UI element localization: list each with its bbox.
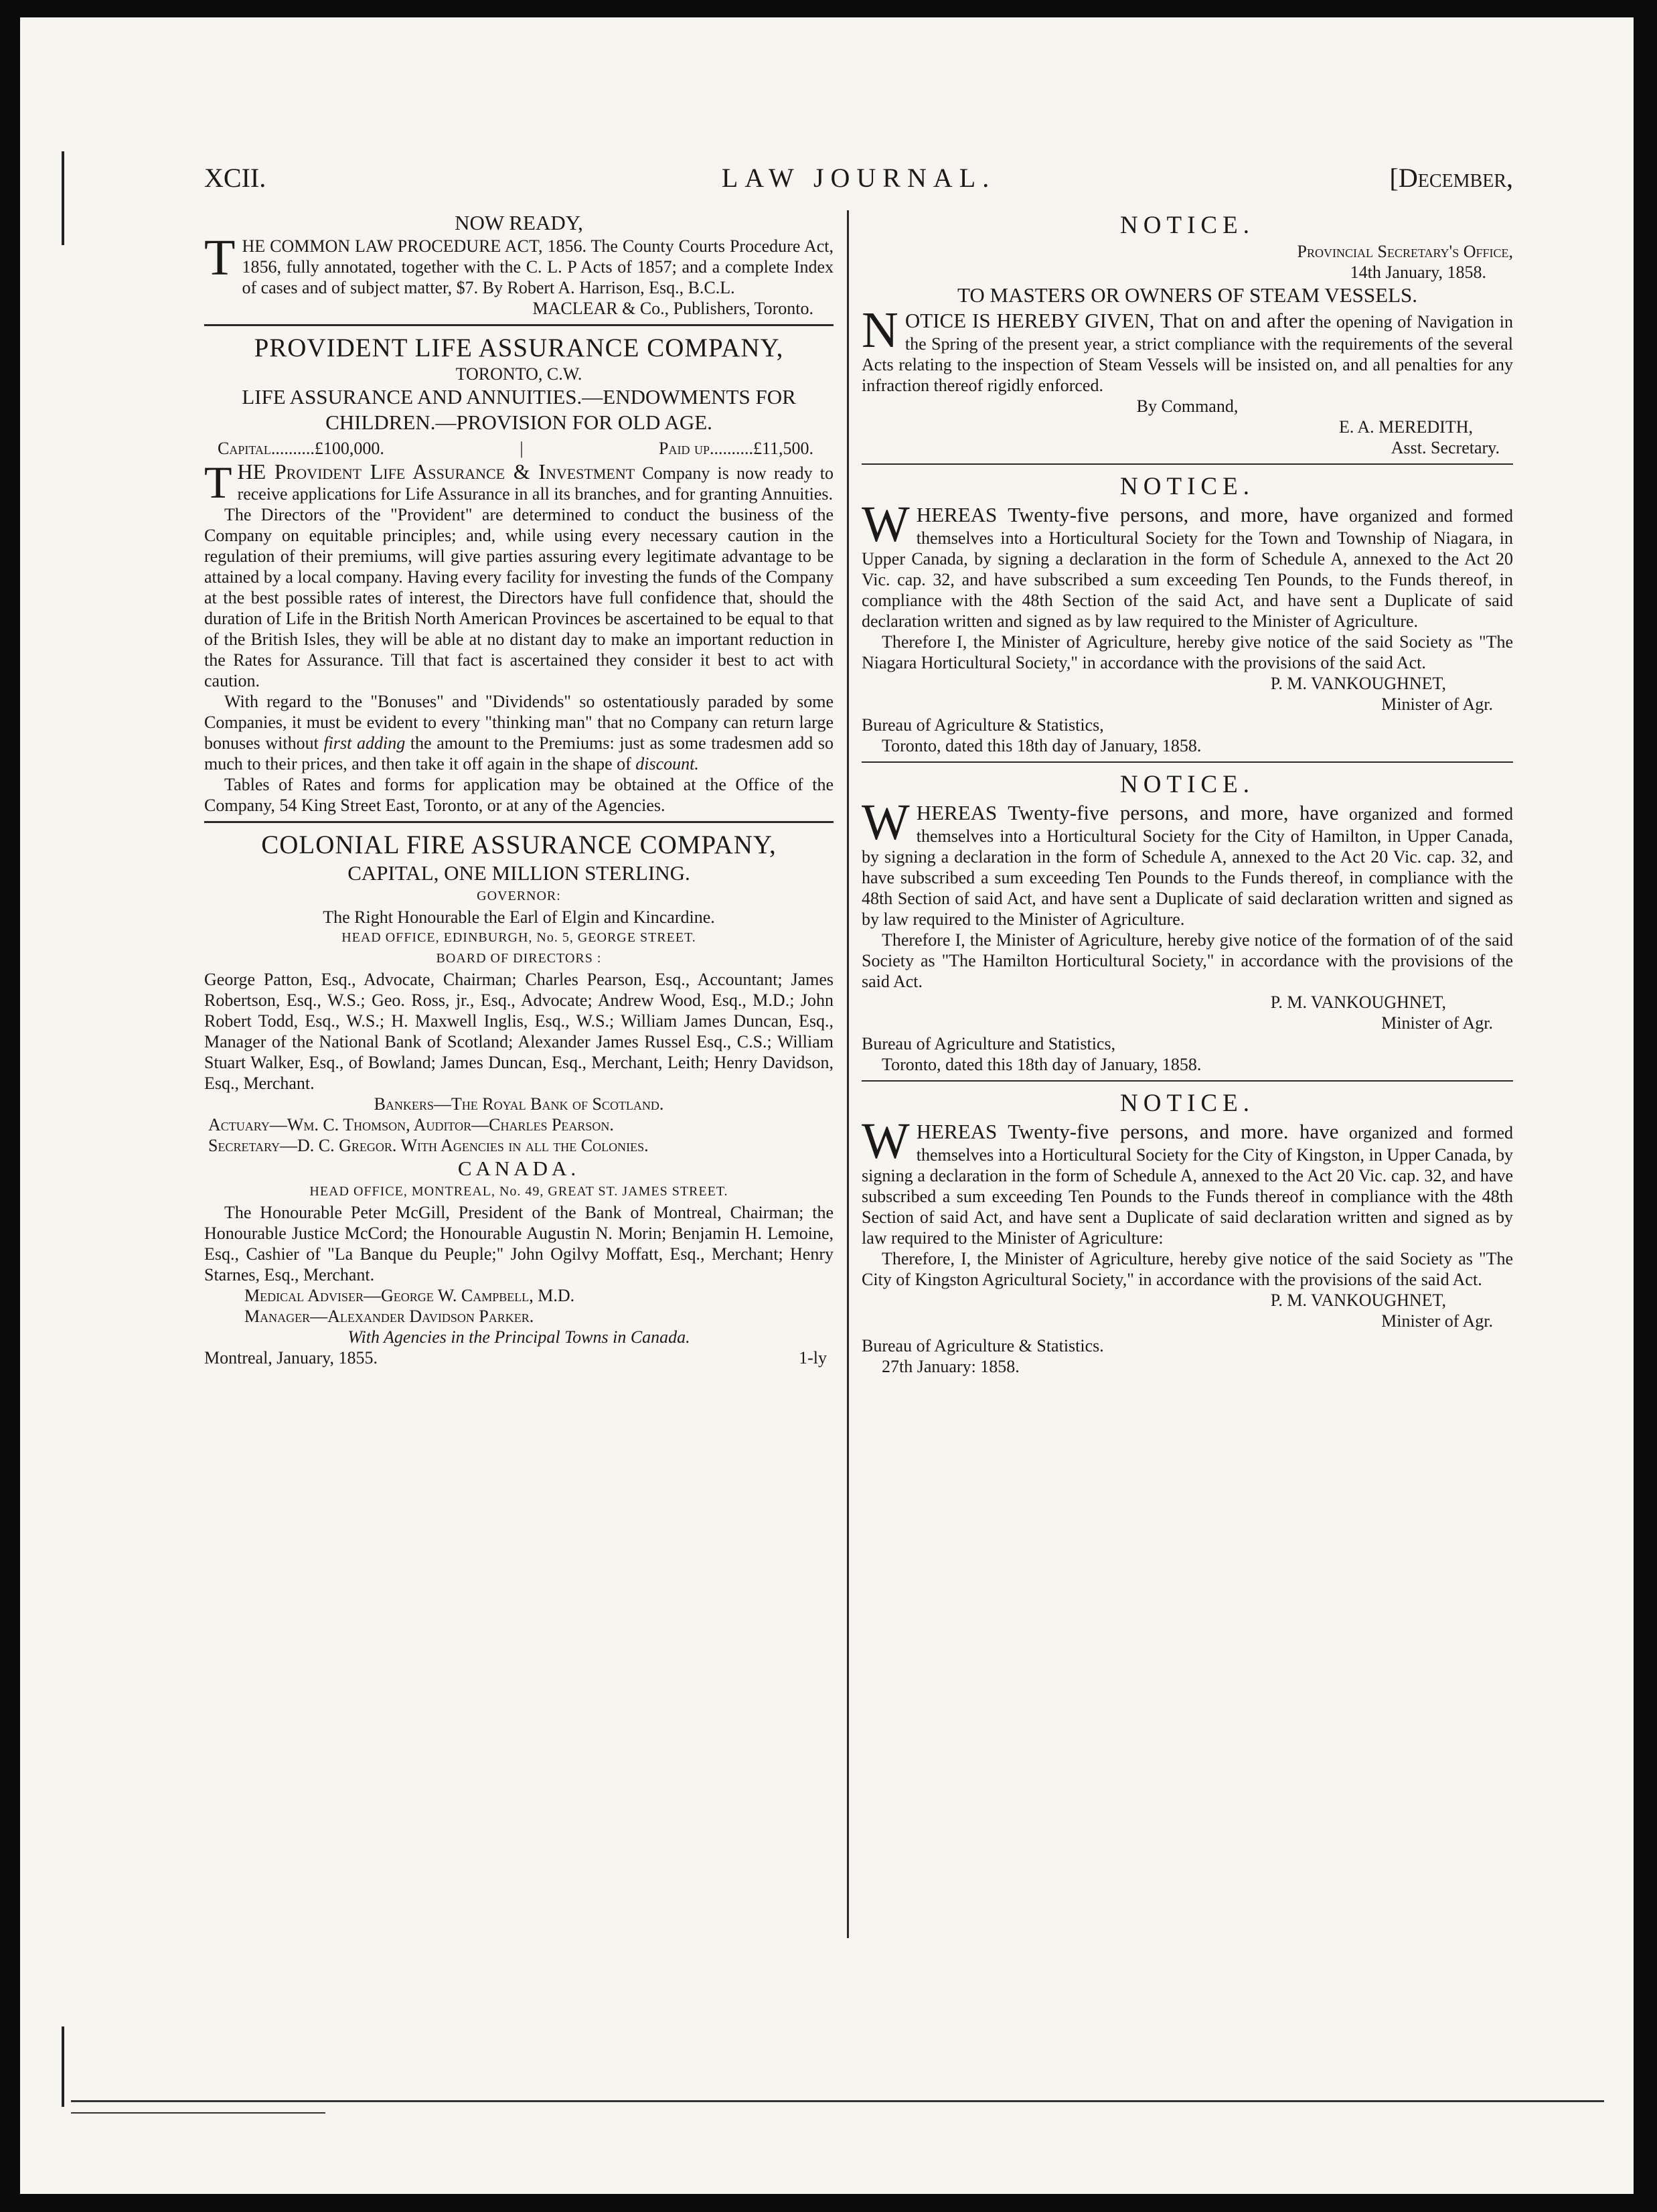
column-divider [847, 210, 849, 1938]
ad-text: The County Courts Procedure Act, 1856, fully annotated, together with the C. L. P Acts of 1857; and a complete Index of cases and of subject matter, $7. By Robert A. Harrison, Esq., B.C.L. [242, 236, 834, 297]
month-label: [December, [1389, 163, 1513, 193]
bonuses-emphasis-1: first adding [323, 733, 406, 753]
head-office: HEAD OFFICE, EDINBURGH, No. 5, GEORGE STREET. [341, 930, 696, 945]
company-title: COLONIAL FIRE ASSURANCE COMPANY, [261, 830, 777, 859]
notice-text: organized and formed themselves into a Horticultural Society for the City of Kingston, in Upper Canada, by signing a declaration in the form of Schedule A, annexed to the Act 20 Vic. cap. 32, and have subscribed a sum exceeding Ten Pounds to the Funds thereof in compliance with the 48th Section of said Act, and have sent a Duplicate of said declaration written and signed as by law required to the Minister of Agriculture: [862, 1123, 1513, 1248]
notice-niagara [862, 471, 1513, 756]
signer-name: E. A. MEREDITH, [1338, 417, 1473, 437]
ad-code: 1-ly [799, 1348, 827, 1368]
scanned-page [20, 17, 1634, 2194]
notice-to: TO MASTERS OR OWNERS OF STEAM VESSELS. [957, 283, 1417, 307]
agencies-line [204, 1327, 834, 1347]
ad-body [204, 230, 834, 298]
bottom-rule-short [71, 2112, 325, 2114]
notice-lead: OTICE IS HEREBY GIVEN, That on and after [904, 309, 1305, 332]
notice-text: organized and formed themselves into a Horticultural Society for the City of Hamilton, in Upper Canada, by signing a declaration in the form of Schedule A, annexed to the Act 20 Vic. cap. 32, and have subscribed a sum exceeding Ten Pounds to the Funds thereof, in compliance with the 48th Section of said Act, and have sent a Duplicate of said declaration written and signed as by law required to the Minister of Agriculture. [862, 804, 1513, 929]
signer-title: Asst. Secretary. [1391, 438, 1500, 457]
bankers-line: Bankers—The Royal Bank of Scotland. [374, 1094, 664, 1114]
left-margin-mark-lower [62, 2026, 64, 2107]
notice-text: organized and formed themselves into a Horticultural Society for the Town and Township of Niagara, in Upper Canada, by signing a declaration in the form of Schedule A, annexed to the Act 20 Vic. cap. 32, and have subscribed a sum exceeding Ten Pounds, to the Funds thereof, in compliance with the 48th Section of the said Act, and have sent a Duplicate of said declaration written and signed as by law required to the Minister of Agriculture. [862, 506, 1513, 631]
notice-date: 14th January, 1858. [1350, 263, 1486, 282]
notice-body [862, 794, 1513, 930]
board-list: George Patton, Esq., Advocate, Chairman; Charles Pearson, Esq., Accountant; James Robertson, Esq., W.S.; Geo. Ross, jr., Esq., Advocate; Andrew Wood, Esq., M.D.; John Robert Todd, Esq., W.S.; H. Maxwell Inglis, Esq., W.S.; William James Duncan, Esq., Manager of the National Bank of Scotland; Alexander James Russel Esq., C.S.; William Stuart Walker, Esq., of Bowland; James Duncan, Esq., Merchant, Leith; Henry Davidson, Esq., Merchant. [204, 970, 834, 1093]
running-header [204, 158, 1513, 198]
drop-cap: N [862, 302, 898, 358]
company-location: TORONTO, C.W. [455, 364, 582, 384]
left-margin-mark [62, 151, 64, 245]
directors-paragraph: The Directors of the "Provident" are determined to conduct the business of the Company on equitable principles; and, while using every necessary caution in the regulation of their premiums, will give parties assuring every legitimate advantage to be attained by a local company. Having every facility for investing the funds of the Company at the best possible rates of interest, the Directors have full confidence that, should the duration of Life in the British North American Provinces be ascertained to be equal to that of the British Isles, they will be able at no distant day to make an important reduction in the Rates for Assurance. Till that fact is ascertained they consider it best to act with caution. [204, 505, 834, 690]
secretary-line: Secretary—D. C. Gregor. With Agencies in all the Colonies. [208, 1136, 649, 1155]
intro-paragraph [204, 457, 834, 508]
canada-office: HEAD OFFICE, MONTREAL, No. 49, GREAT ST. JAMES STREET. [309, 1184, 728, 1199]
notice-heading: NOTICE. [1120, 1090, 1255, 1117]
journal-title: LAW JOURNAL. [721, 163, 996, 193]
medical-adviser: Medical Adviser—George W. Campbell, M.D. [244, 1286, 575, 1305]
capital-row [204, 435, 834, 461]
ad-colonial-fire [204, 830, 834, 1368]
governor-name: The Right Honourable the Earl of Elgin and Kincardine. [323, 907, 715, 927]
canada-board: The Honourable Peter McGill, President of the Bank of Montreal, Chairman; the Honourable Justice McCord; the Honourable Augustin N. Morin; Benjamin H. Lemoine, Esq., Cashier of "La Banque du Peuple;" John Ogilvy Moffatt, Esq., Merchant; Henry Starnes, Esq., Merchant. [204, 1203, 834, 1284]
capital-separator: | [520, 439, 524, 458]
intro-text: Company is now ready to receive applications for Life Assurance in all its branches, and for granting Annuities. [237, 463, 834, 504]
bureau-line: Bureau of Agriculture & Statistics, [862, 715, 1104, 735]
bonuses-text-a: With regard to the "Bonuses" and "Dividends" so ostentatiously paraded by some Companies, it must be evident to every "thinking man" that no Company can return large bonuses without [204, 692, 834, 753]
ad-procedure-act [204, 210, 834, 319]
notice-body [862, 1113, 1513, 1248]
notice-steam-vessels [862, 210, 1513, 458]
ad-provident-life [204, 333, 834, 816]
drop-cap: T [204, 457, 232, 508]
company-subtitle: LIFE ASSURANCE AND ANNUITIES.—ENDOWMENTS FOR CHILDREN.—PROVISION FOR OLD AGE. [242, 385, 796, 434]
divider [862, 761, 1513, 763]
dateline-row [204, 1347, 834, 1368]
paid-up-amount: Paid up..........£11,500. [659, 439, 813, 458]
office-line: Provincial Secretary's Office, [1297, 242, 1513, 261]
signer-name: P. M. VANKOUGHNET, [1270, 992, 1446, 1012]
signer-name: P. M. VANKOUGHNET, [1270, 674, 1446, 693]
signer-title: Minister of Agr. [1381, 1013, 1493, 1033]
notice-lead: HEREAS Twenty-five persons, and more, have [916, 503, 1339, 526]
notice-lead: HEREAS Twenty-five persons, and more, have [916, 801, 1339, 824]
divider [862, 463, 1513, 465]
agencies-text: With Agencies in the Principal Towns in Canada. [347, 1327, 690, 1347]
dated-line: Toronto, dated this 18th day of January, 1858. [882, 736, 1202, 755]
notice-heading: NOTICE. [1120, 771, 1255, 798]
right-column [862, 210, 1513, 1939]
board-label: BOARD OF DIRECTORS : [436, 951, 602, 966]
governor-label: GOVERNOR: [477, 889, 561, 903]
drop-cap: T [204, 230, 236, 286]
intro-lead: HE Provident Life Assurance & Investment [237, 459, 635, 484]
notice-text: the opening of Navigation in the Spring of the present year, a strict compliance with the requirements of the several Acts relating to the inspection of Steam Vessels will be insisted on, and all penalties for any infraction thereof rigidly enforced. [862, 312, 1513, 395]
publisher-line: MACLEAR & Co., Publishers, Toronto. [532, 299, 813, 318]
manager-line: Manager—Alexander Davidson Parker. [244, 1307, 534, 1326]
ad-lead: HE COMMON LAW PROCEDURE ACT, 1856. [242, 236, 586, 256]
capital-amount: Capital..........£100,000. [218, 439, 384, 458]
page-number: XCII. [204, 163, 266, 193]
divider [204, 821, 834, 823]
ad-heading: NOW READY, [455, 211, 583, 234]
bottom-rule [71, 2100, 1604, 2102]
notice-kingston [862, 1088, 1513, 1377]
company-capital: CAPITAL, ONE MILLION STERLING. [347, 861, 690, 885]
notice-heading: NOTICE. [1120, 212, 1255, 239]
journal-page [204, 158, 1513, 1939]
dated-line: 27th January: 1858. [882, 1357, 1020, 1376]
bonuses-text-b: the amount to the Premiums: just as some tradesmen add so much to their prices, and then take it off again in the shape of [204, 733, 834, 773]
notice-body [862, 496, 1513, 632]
canada-heading: CANADA. [457, 1157, 580, 1180]
notice-body [862, 302, 1513, 396]
notice-hamilton [862, 769, 1513, 1075]
divider [862, 1080, 1513, 1082]
therefore-paragraph: Therefore I, the Minister of Agriculture, hereby give notice of the said Society as "The Niagara Horticultural Society," in accordance with the provisions of the said Act. [862, 632, 1513, 672]
actuary-line: Actuary—Wm. C. Thomson, Auditor—Charles Pearson. [208, 1115, 614, 1134]
dated-line: Toronto, dated this 18th day of January, 1858. [882, 1055, 1202, 1074]
divider [204, 324, 834, 326]
signer-title: Minister of Agr. [1381, 694, 1493, 714]
bureau-line: Bureau of Agriculture & Statistics. [862, 1336, 1104, 1355]
notice-heading: NOTICE. [1120, 473, 1255, 500]
bonuses-paragraph [204, 691, 834, 774]
tables-paragraph: Tables of Rates and forms for application may be obtained at the Office of the Company, 54 King Street East, Toronto, or at any of the Agencies. [204, 775, 834, 815]
bureau-line: Bureau of Agriculture and Statistics, [862, 1034, 1116, 1053]
signer-name: P. M. VANKOUGHNET, [1270, 1291, 1446, 1310]
drop-cap: W [862, 496, 910, 552]
dateline: Montreal, January, 1855. [204, 1348, 378, 1368]
therefore-paragraph: Therefore I, the Minister of Agriculture, hereby give notice of the formation of of the said Society as "The Hamilton Horticultural Society," in accordance with the provisions of the said Act. [862, 930, 1513, 991]
bonuses-emphasis-2: discount. [635, 754, 699, 773]
drop-cap: W [862, 1113, 910, 1169]
by-command: By Command, [1136, 396, 1239, 416]
signer-title: Minister of Agr. [1381, 1311, 1493, 1331]
therefore-paragraph: Therefore, I, the Minister of Agriculture, hereby give notice of the said Society as "The City of Kingston Agricultural Society," in accordance with the provisions of the said Act. [862, 1249, 1513, 1289]
company-title: PROVIDENT LIFE ASSURANCE COMPANY, [254, 334, 784, 362]
drop-cap: W [862, 794, 910, 851]
notice-lead: HEREAS Twenty-five persons, and more. have [916, 1120, 1339, 1143]
left-column [204, 210, 834, 1939]
